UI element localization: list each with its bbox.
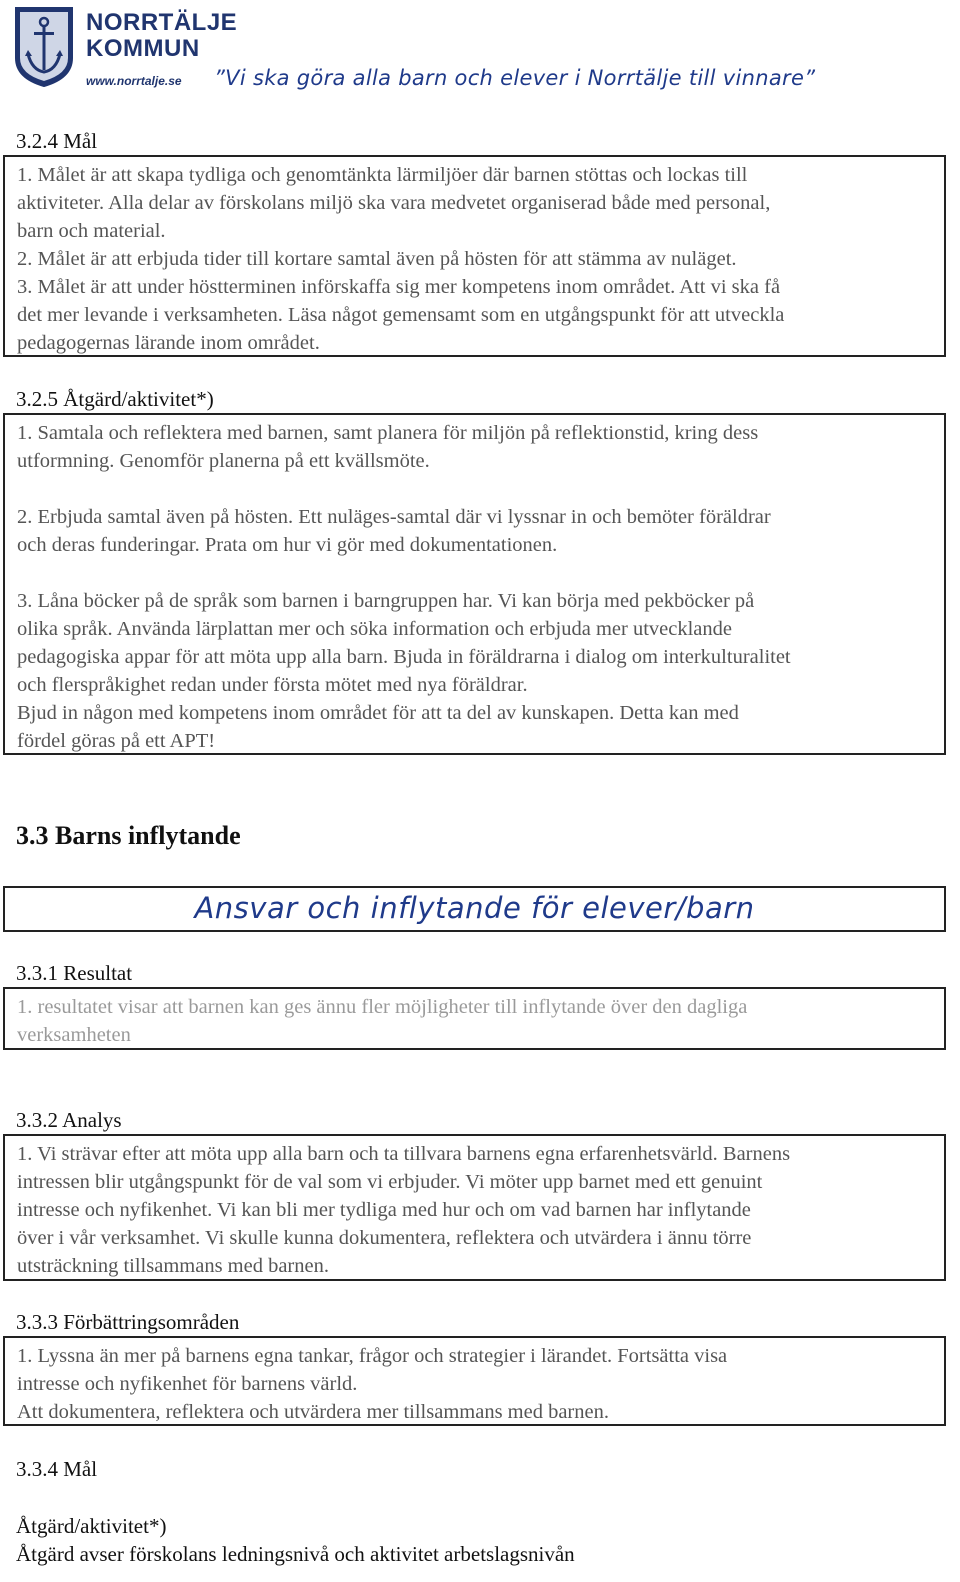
slogan: ”Vi ska göra alla barn och elever i Norrtälje till vinnare” — [214, 66, 816, 90]
text-line: Att dokumentera, reflektera och utvärdera mer tillsammans med barnen. — [17, 1401, 609, 1423]
heading-3-3-4: 3.3.4 Mål — [16, 1457, 98, 1481]
text-line: utsträckning tillsammans med barnen. — [17, 1255, 329, 1277]
result-box-3-3-1 — [3, 987, 946, 1050]
text-line: 1. Målet är att skapa tydliga och genomtänkta lärmiljöer där barnen stöttas och lockas till — [17, 164, 748, 186]
text-line: Bjud in någon med kompetens inom området för att ta del av kunskapen. Detta kan med — [17, 702, 739, 724]
text-line: 1. resultatet visar att barnen kan ges ännu fler möjligheter till inflytande över den dagliga — [17, 996, 748, 1018]
text-line: det mer levande i verksamheten. Läsa något gemensamt som en utgångspunkt för att utveckla — [17, 304, 785, 326]
analysis-box-3-3-2 — [3, 1134, 946, 1281]
text-line: pedagogiska appar för att möta upp alla barn. Bjuda in föräldrarna i dialog om interkulturalitet — [17, 646, 791, 668]
footnote-text: Åtgärd avser förskolans ledningsnivå och aktivitet arbetslagsnivån — [16, 1542, 575, 1566]
text-line: och flerspråkighet redan under första mötet med nya föräldrar. — [17, 674, 528, 696]
text-line: fördel göras på ett APT! — [17, 730, 216, 752]
banner-title: Ansvar och inflytande för elever/barn — [3, 886, 946, 932]
text-line: 3. Låna böcker på de språk som barnen i barngruppen har. Vi kan börja med pekböcker på — [17, 590, 755, 612]
text-line: barn och material. — [17, 220, 166, 242]
text-line: 2. Målet är att erbjuda tider till kortare samtal även på hösten för att stämma av nuläget. — [17, 248, 737, 270]
logo-url: www.norrtalje.se — [86, 74, 182, 88]
goal-box-3-2-4 — [3, 155, 946, 357]
text-line: 3. Målet är att under höstterminen införskaffa sig mer kompetens inom området. Att vi ska få — [17, 276, 781, 298]
logo-line-1: NORRTÄLJE — [86, 9, 238, 36]
heading-3-2-5: 3.2.5 Åtgärd/aktivitet*) — [16, 387, 214, 411]
footnote-label: Åtgärd/aktivitet*) — [16, 1514, 167, 1538]
text-line: 1. Vi strävar efter att möta upp alla barn och ta tillvara barnens egna erfarenhetsvärld. Barnens — [17, 1143, 791, 1165]
page-header — [0, 0, 960, 110]
heading-3-3-3: 3.3.3 Förbättringsområden — [16, 1310, 240, 1334]
action-box-3-2-5 — [3, 413, 946, 755]
text-line: pedagogernas lärande inom området. — [17, 332, 320, 354]
heading-3-3-2: 3.3.2 Analys — [16, 1108, 122, 1132]
text-line: och deras funderingar. Prata om hur vi gör med dokumentationen. — [17, 534, 558, 556]
improvement-box-3-3-3 — [3, 1336, 946, 1426]
municipality-shield-logo-icon — [14, 6, 74, 88]
text-line: 2. Erbjuda samtal även på hösten. Ett nuläges-samtal där vi lyssnar in och bemöter föräldrar — [17, 506, 771, 528]
text-line: intressen blir utgångspunkt för de val som vi erbjuder. Vi möter upp barnet med ett genuint — [17, 1171, 763, 1193]
logo-line-2: KOMMUN — [86, 35, 200, 62]
heading-3-2-4: 3.2.4 Mål — [16, 129, 98, 153]
text-line: intresse och nyfikenhet för barnens värld. — [17, 1373, 358, 1395]
logo-wordmark — [86, 10, 237, 62]
text-line: olika språk. Använda lärplattan mer och söka information och erbjuda mer utvecklande — [17, 618, 732, 640]
heading-3-3-1: 3.3.1 Resultat — [16, 961, 133, 985]
text-line: över i vår verksamhet. Vi skulle kunna dokumentera, reflektera och utvärdera i ännu törre — [17, 1227, 752, 1249]
text-line: 1. Samtala och reflektera med barnen, samt planera för miljön på reflektionstid, kring dess — [17, 422, 759, 444]
section-title-3-3: 3.3 Barns inflytande — [16, 821, 241, 850]
text-line: utformning. Genomför planerna på ett kvällsmöte. — [17, 450, 430, 472]
text-line: aktiviteter. Alla delar av förskolans miljö ska vara medvetet organiserad både med personal, — [17, 192, 771, 214]
text-line: verksamheten — [17, 1024, 131, 1046]
text-line: intresse och nyfikenhet. Vi kan bli mer tydliga med hur och om vad barnen har inflytande — [17, 1199, 751, 1221]
text-line: 1. Lyssna än mer på barnens egna tankar, frågor och strategier i lärandet. Fortsätta visa — [17, 1345, 728, 1367]
